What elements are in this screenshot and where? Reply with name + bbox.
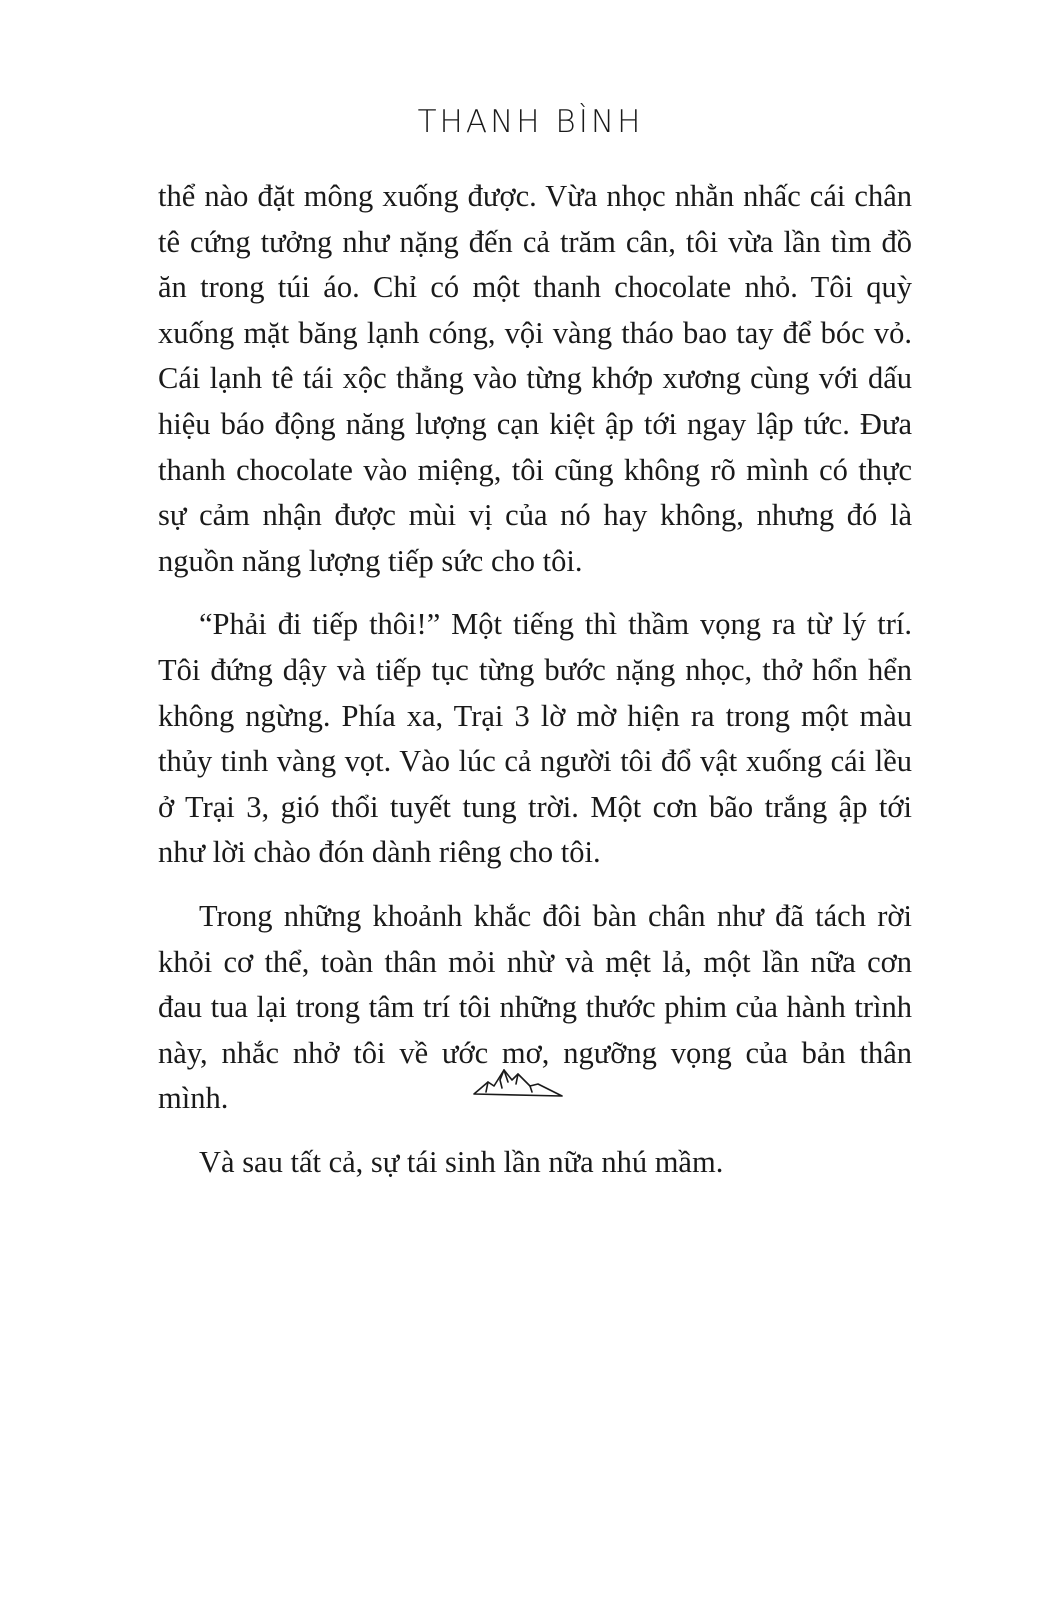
paragraph-3: Trong những khoảnh khắc đôi bàn chân như đã tách rời khỏi cơ thể, toàn thân mỏi nhừ và mệt lả, một lần nữa cơn đau tua lại trong tâm trí tôi những thước phim của hành trình này, nhắc nhở tôi về ước mơ, ngưỡng vọng của bản thân mình.: [158, 898, 912, 1116]
paragraph-1: thể nào đặt mông xuống được. Vừa nhọc nhằn nhấc cái chân tê cứng tưởng như nặng đến cả trăm cân, tôi vừa lần tìm đồ ăn trong túi áo. Chỉ có một thanh chocolate nhỏ. Tôi quỳ xuống mặt băng lạnh cóng, vội vàng tháo bao tay để bóc vỏ. Cái lạnh tê tái xộc thẳng vào từng khớp xương cùng với dấu hiệu báo động năng lượng cạn kiệt ập tới ngay lập tức. Đưa thanh chocolate vào miệng, tôi cũng không rõ mình có thực sự cảm nhận được mùi vị của nó hay không, nhưng đó là nguồn năng lượng tiếp sức cho tôi.: [158, 179, 912, 578]
running-head: THANH BÌNH: [417, 104, 644, 140]
paragraph-2: “Phải đi tiếp thôi!” Một tiếng thì thầm vọng ra từ lý trí. Tôi đứng dậy và tiếp tục từng bước nặng nhọc, thở hổn hển không ngừng. Phía xa, Trại 3 lờ mờ hiện ra trong một màu thủy tinh vàng vọt. Vào lúc cả người tôi đổ vật xuống cái lều ở Trại 3, gió thổi tuyết tung trời. Một cơn bão trắng ập tới như lời chào đón dành riêng cho tôi.: [158, 607, 912, 870]
body-text: [158, 174, 912, 1203]
mountain-icon: [472, 1058, 564, 1098]
paragraph-4: Và sau tất cả, sự tái sinh lần nữa nhú mầm.: [199, 1144, 724, 1179]
